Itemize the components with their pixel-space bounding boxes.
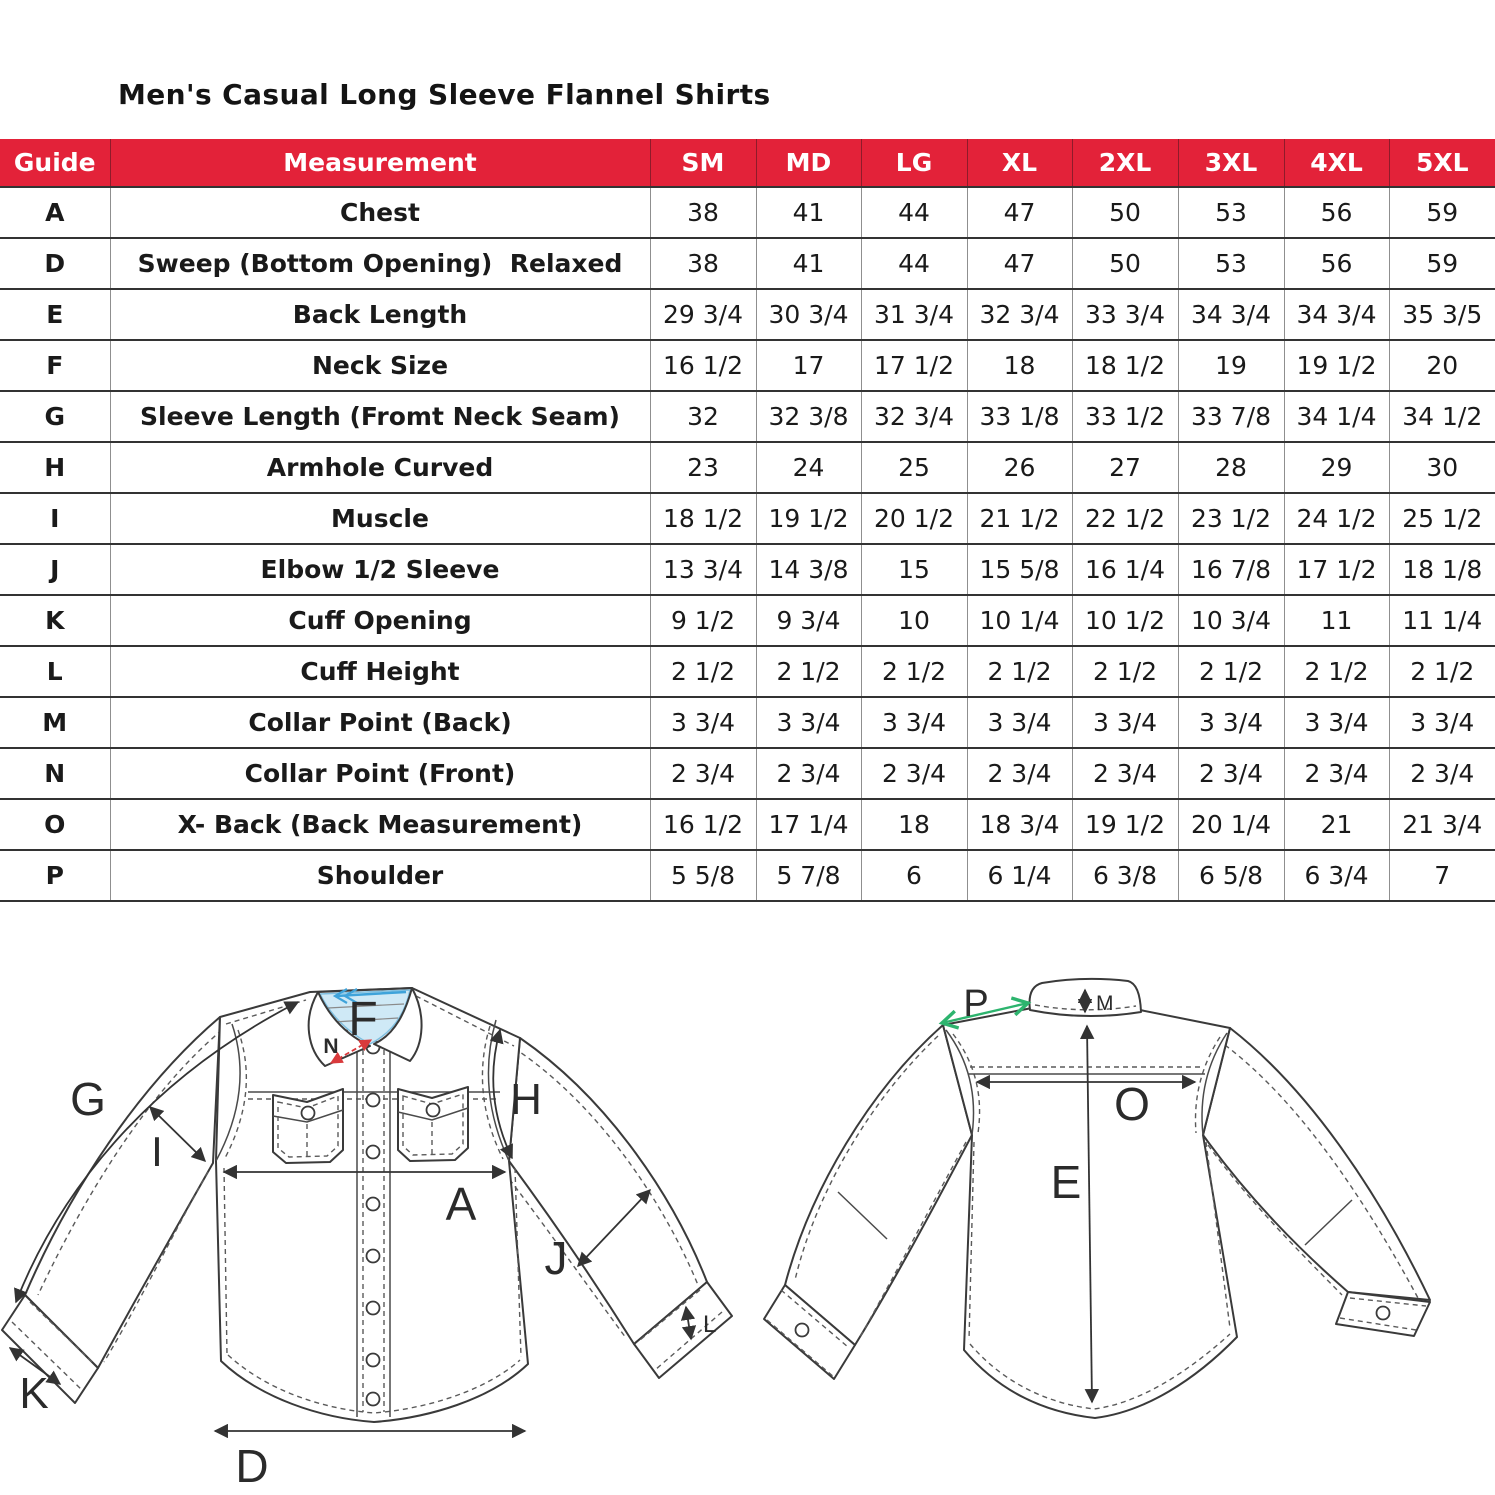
value-cell: 34 1/2 bbox=[1389, 391, 1495, 442]
value-cell: 17 bbox=[756, 340, 861, 391]
value-cell: 29 bbox=[1284, 442, 1389, 493]
column-header: 5XL bbox=[1389, 139, 1495, 187]
guide-cell: N bbox=[0, 748, 110, 799]
column-header: LG bbox=[861, 139, 967, 187]
value-cell: 16 1/2 bbox=[650, 340, 756, 391]
value-cell: 3 3/4 bbox=[650, 697, 756, 748]
value-cell: 2 1/2 bbox=[756, 646, 861, 697]
value-cell: 18 3/4 bbox=[967, 799, 1072, 850]
guide-cell: E bbox=[0, 289, 110, 340]
value-cell: 59 bbox=[1389, 187, 1495, 238]
value-cell: 20 bbox=[1389, 340, 1495, 391]
page-title: Men's Casual Long Sleeve Flannel Shirts bbox=[118, 78, 771, 111]
column-header: MD bbox=[756, 139, 861, 187]
measurement-cell: Sweep (Bottom Opening) Relaxed bbox=[110, 238, 650, 289]
column-header: 2XL bbox=[1072, 139, 1178, 187]
value-cell: 27 bbox=[1072, 442, 1178, 493]
value-cell: 15 bbox=[861, 544, 967, 595]
value-cell: 3 3/4 bbox=[1284, 697, 1389, 748]
value-cell: 5 5/8 bbox=[650, 850, 756, 901]
guide-cell: D bbox=[0, 238, 110, 289]
guide-cell: K bbox=[0, 595, 110, 646]
table-row bbox=[0, 340, 1495, 391]
value-cell: 33 7/8 bbox=[1178, 391, 1284, 442]
column-header: 3XL bbox=[1178, 139, 1284, 187]
value-cell: 6 3/8 bbox=[1072, 850, 1178, 901]
guide-cell: I bbox=[0, 493, 110, 544]
guide-cell: O bbox=[0, 799, 110, 850]
value-cell: 18 1/2 bbox=[650, 493, 756, 544]
label-x-back: O bbox=[1114, 1078, 1150, 1130]
value-cell: 10 bbox=[861, 595, 967, 646]
value-cell: 22 1/2 bbox=[1072, 493, 1178, 544]
value-cell: 3 3/4 bbox=[1389, 697, 1495, 748]
table-header-row bbox=[0, 139, 1495, 187]
table-row bbox=[0, 238, 1495, 289]
value-cell: 2 1/2 bbox=[1178, 646, 1284, 697]
value-cell: 25 bbox=[861, 442, 967, 493]
measurement-cell: Armhole Curved bbox=[110, 442, 650, 493]
table-row bbox=[0, 850, 1495, 901]
value-cell: 41 bbox=[756, 187, 861, 238]
value-cell: 16 1/2 bbox=[650, 799, 756, 850]
value-cell: 19 bbox=[1178, 340, 1284, 391]
value-cell: 28 bbox=[1178, 442, 1284, 493]
value-cell: 2 1/2 bbox=[650, 646, 756, 697]
value-cell: 6 3/4 bbox=[1284, 850, 1389, 901]
value-cell: 32 3/4 bbox=[967, 289, 1072, 340]
value-cell: 14 3/8 bbox=[756, 544, 861, 595]
value-cell: 38 bbox=[650, 187, 756, 238]
value-cell: 13 3/4 bbox=[650, 544, 756, 595]
value-cell: 53 bbox=[1178, 238, 1284, 289]
measurement-cell: Cuff Opening bbox=[110, 595, 650, 646]
guide-cell: P bbox=[0, 850, 110, 901]
value-cell: 25 1/2 bbox=[1389, 493, 1495, 544]
value-cell: 31 3/4 bbox=[861, 289, 967, 340]
value-cell: 33 1/8 bbox=[967, 391, 1072, 442]
value-cell: 34 3/4 bbox=[1178, 289, 1284, 340]
value-cell: 2 1/2 bbox=[1284, 646, 1389, 697]
value-cell: 32 bbox=[650, 391, 756, 442]
label-armhole: H bbox=[510, 1075, 542, 1124]
table-row bbox=[0, 289, 1495, 340]
value-cell: 18 1/2 bbox=[1072, 340, 1178, 391]
value-cell: 21 bbox=[1284, 799, 1389, 850]
value-cell: 2 1/2 bbox=[861, 646, 967, 697]
value-cell: 20 1/4 bbox=[1178, 799, 1284, 850]
label-cuff-height: L bbox=[703, 1311, 717, 1338]
value-cell: 29 3/4 bbox=[650, 289, 756, 340]
table-row bbox=[0, 442, 1495, 493]
guide-cell: J bbox=[0, 544, 110, 595]
value-cell: 47 bbox=[967, 187, 1072, 238]
size-chart-table bbox=[0, 139, 1495, 902]
value-cell: 11 bbox=[1284, 595, 1389, 646]
label-back-length: E bbox=[1050, 1156, 1082, 1208]
measurement-cell: Cuff Height bbox=[110, 646, 650, 697]
guide-cell: L bbox=[0, 646, 110, 697]
label-sleeve-length: G bbox=[70, 1073, 106, 1125]
value-cell: 10 1/4 bbox=[967, 595, 1072, 646]
value-cell: 6 bbox=[861, 850, 967, 901]
measurement-cell: Elbow 1/2 Sleeve bbox=[110, 544, 650, 595]
value-cell: 33 3/4 bbox=[1072, 289, 1178, 340]
value-cell: 53 bbox=[1178, 187, 1284, 238]
value-cell: 10 1/2 bbox=[1072, 595, 1178, 646]
value-cell: 3 3/4 bbox=[1072, 697, 1178, 748]
column-header: Guide bbox=[0, 139, 110, 187]
label-collar-point-front: N bbox=[323, 1035, 339, 1058]
value-cell: 6 5/8 bbox=[1178, 850, 1284, 901]
value-cell: 2 3/4 bbox=[650, 748, 756, 799]
value-cell: 23 1/2 bbox=[1178, 493, 1284, 544]
value-cell: 18 bbox=[967, 340, 1072, 391]
value-cell: 9 1/2 bbox=[650, 595, 756, 646]
value-cell: 10 3/4 bbox=[1178, 595, 1284, 646]
label-muscle: I bbox=[151, 1128, 163, 1175]
value-cell: 2 3/4 bbox=[1389, 748, 1495, 799]
value-cell: 44 bbox=[861, 238, 967, 289]
shirt-front-diagram bbox=[0, 950, 740, 1495]
value-cell: 34 3/4 bbox=[1284, 289, 1389, 340]
value-cell: 56 bbox=[1284, 238, 1389, 289]
label-chest: A bbox=[445, 1178, 477, 1230]
measurement-cell: Back Length bbox=[110, 289, 650, 340]
table-row bbox=[0, 799, 1495, 850]
value-cell: 50 bbox=[1072, 238, 1178, 289]
value-cell: 3 3/4 bbox=[861, 697, 967, 748]
value-cell: 44 bbox=[861, 187, 967, 238]
value-cell: 2 3/4 bbox=[1178, 748, 1284, 799]
value-cell: 24 1/2 bbox=[1284, 493, 1389, 544]
table-row bbox=[0, 748, 1495, 799]
guide-cell: A bbox=[0, 187, 110, 238]
value-cell: 3 3/4 bbox=[1178, 697, 1284, 748]
value-cell: 2 3/4 bbox=[756, 748, 861, 799]
value-cell: 16 7/8 bbox=[1178, 544, 1284, 595]
value-cell: 32 3/8 bbox=[756, 391, 861, 442]
guide-cell: G bbox=[0, 391, 110, 442]
value-cell: 17 1/2 bbox=[861, 340, 967, 391]
table-row bbox=[0, 697, 1495, 748]
value-cell: 2 3/4 bbox=[861, 748, 967, 799]
value-cell: 7 bbox=[1389, 850, 1495, 901]
value-cell: 2 3/4 bbox=[967, 748, 1072, 799]
value-cell: 30 3/4 bbox=[756, 289, 861, 340]
table-row bbox=[0, 391, 1495, 442]
value-cell: 18 1/8 bbox=[1389, 544, 1495, 595]
value-cell: 15 5/8 bbox=[967, 544, 1072, 595]
value-cell: 9 3/4 bbox=[756, 595, 861, 646]
value-cell: 11 1/4 bbox=[1389, 595, 1495, 646]
guide-cell: H bbox=[0, 442, 110, 493]
value-cell: 33 1/2 bbox=[1072, 391, 1178, 442]
value-cell: 21 3/4 bbox=[1389, 799, 1495, 850]
back-left-sleeve bbox=[785, 1025, 972, 1345]
measurement-cell: Neck Size bbox=[110, 340, 650, 391]
cuff-button bbox=[796, 1324, 809, 1337]
measurement-cell: Shoulder bbox=[110, 850, 650, 901]
column-header: XL bbox=[967, 139, 1072, 187]
value-cell: 19 1/2 bbox=[1284, 340, 1389, 391]
measurement-cell: X- Back (Back Measurement) bbox=[110, 799, 650, 850]
value-cell: 56 bbox=[1284, 187, 1389, 238]
value-cell: 59 bbox=[1389, 238, 1495, 289]
value-cell: 2 3/4 bbox=[1072, 748, 1178, 799]
value-cell: 18 bbox=[861, 799, 967, 850]
pocket-button bbox=[427, 1104, 440, 1117]
value-cell: 3 3/4 bbox=[967, 697, 1072, 748]
value-cell: 2 3/4 bbox=[1284, 748, 1389, 799]
pocket-button bbox=[302, 1107, 315, 1120]
value-cell: 26 bbox=[967, 442, 1072, 493]
value-cell: 20 1/2 bbox=[861, 493, 967, 544]
value-cell: 24 bbox=[756, 442, 861, 493]
value-cell: 2 1/2 bbox=[1072, 646, 1178, 697]
value-cell: 17 1/2 bbox=[1284, 544, 1389, 595]
value-cell: 38 bbox=[650, 238, 756, 289]
label-shoulder: P bbox=[963, 983, 989, 1025]
label-collar-point-back: M bbox=[1096, 992, 1114, 1015]
value-cell: 6 1/4 bbox=[967, 850, 1072, 901]
column-header: 4XL bbox=[1284, 139, 1389, 187]
table-row bbox=[0, 646, 1495, 697]
value-cell: 47 bbox=[967, 238, 1072, 289]
value-cell: 32 3/4 bbox=[861, 391, 967, 442]
value-cell: 5 7/8 bbox=[756, 850, 861, 901]
measurement-cell: Chest bbox=[110, 187, 650, 238]
value-cell: 16 1/4 bbox=[1072, 544, 1178, 595]
value-cell: 2 1/2 bbox=[1389, 646, 1495, 697]
label-elbow: J bbox=[544, 1232, 568, 1284]
value-cell: 23 bbox=[650, 442, 756, 493]
measurement-cell: Muscle bbox=[110, 493, 650, 544]
table-row bbox=[0, 187, 1495, 238]
value-cell: 19 1/2 bbox=[1072, 799, 1178, 850]
value-cell: 35 3/5 bbox=[1389, 289, 1495, 340]
value-cell: 3 3/4 bbox=[756, 697, 861, 748]
measurement-cell: Collar Point (Back) bbox=[110, 697, 650, 748]
label-neck-size: F bbox=[348, 993, 378, 1046]
cuff-button bbox=[1377, 1307, 1390, 1320]
value-cell: 2 1/2 bbox=[967, 646, 1072, 697]
table-row bbox=[0, 493, 1495, 544]
measurement-cell: Collar Point (Front) bbox=[110, 748, 650, 799]
column-header: SM bbox=[650, 139, 756, 187]
value-cell: 19 1/2 bbox=[756, 493, 861, 544]
value-cell: 21 1/2 bbox=[967, 493, 1072, 544]
value-cell: 50 bbox=[1072, 187, 1178, 238]
value-cell: 30 bbox=[1389, 442, 1495, 493]
shirt-back-diagram bbox=[740, 950, 1495, 1495]
measurement-cell: Sleeve Length (Fromt Neck Seam) bbox=[110, 391, 650, 442]
value-cell: 41 bbox=[756, 238, 861, 289]
table-row bbox=[0, 544, 1495, 595]
column-header: Measurement bbox=[110, 139, 650, 187]
guide-cell: M bbox=[0, 697, 110, 748]
label-cuff-opening: K bbox=[19, 1369, 49, 1418]
value-cell: 17 1/4 bbox=[756, 799, 861, 850]
guide-cell: F bbox=[0, 340, 110, 391]
label-sweep: D bbox=[235, 1440, 269, 1492]
table-row bbox=[0, 595, 1495, 646]
back-right-sleeve bbox=[1203, 1028, 1430, 1300]
value-cell: 34 1/4 bbox=[1284, 391, 1389, 442]
